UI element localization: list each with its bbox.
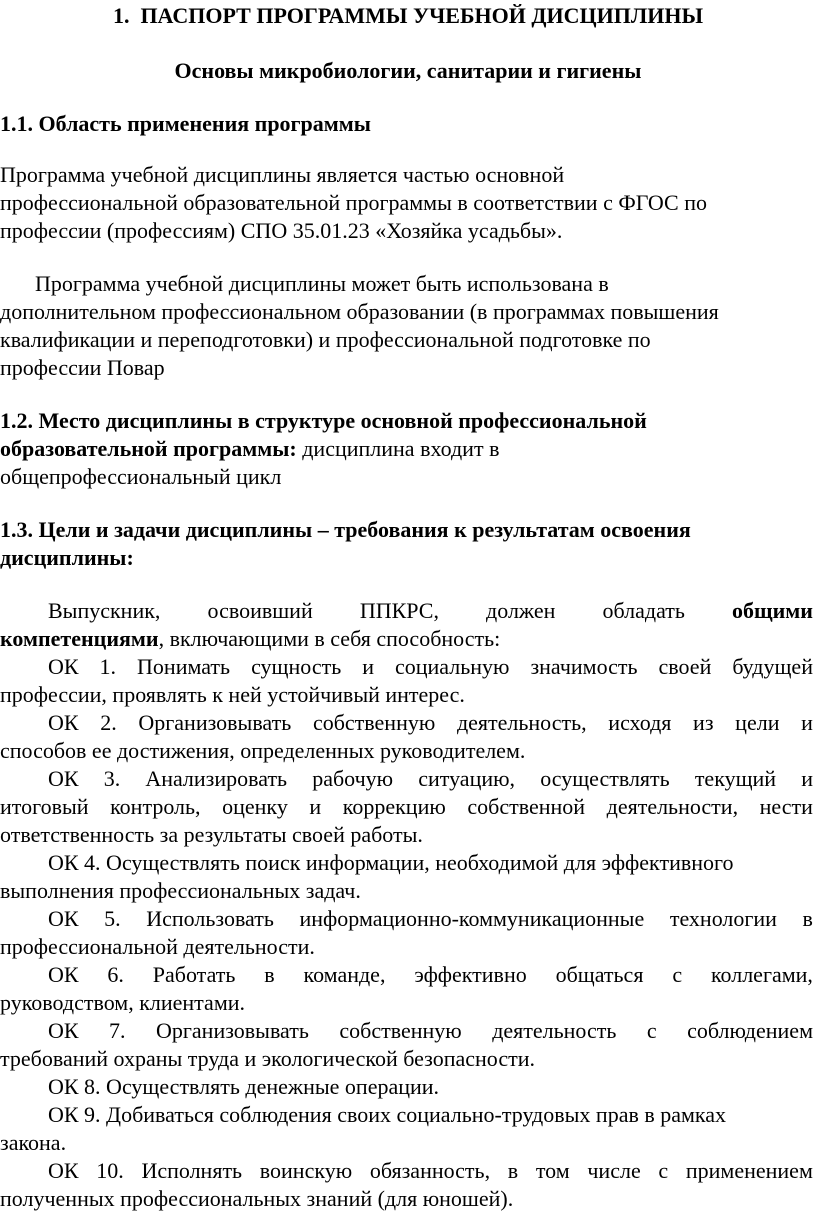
word: Организовывать xyxy=(138,710,292,735)
word: с xyxy=(646,1018,657,1043)
word: ОК xyxy=(48,710,79,735)
word: в xyxy=(802,906,813,931)
paragraph-line: Программа учебной дисциплины является частью основной xyxy=(0,162,565,187)
paragraph-line: профессии Повар xyxy=(0,355,165,380)
ok4-line1: ОК 4. Осуществлять поиск информации, необходимой для эффективного xyxy=(48,850,734,875)
ok6-line2: руководством, клиентами. xyxy=(0,990,246,1015)
word: общаться xyxy=(555,962,644,987)
paragraph-line: профессиональной образовательной программы в соответствии с ФГОС по xyxy=(0,190,707,215)
word: общими xyxy=(732,598,813,623)
ok1-line2: профессии, проявлять к ней устойчивый интерес. xyxy=(0,682,465,707)
word: текущий xyxy=(694,766,777,791)
word: с xyxy=(658,1158,669,1183)
paragraph-line: профессии (профессиям) СПО 35.01.23 «Хозяйка усадьбы». xyxy=(0,218,563,243)
word: нести xyxy=(759,794,813,819)
word: Анализировать xyxy=(145,766,288,791)
word: коллегами, xyxy=(710,962,813,987)
ok7-line2: требований охраны труда и экологической безопасности. xyxy=(0,1046,535,1071)
ok2-line2: способов ее достижения, определенных руководителем. xyxy=(0,738,526,763)
ok6-line1 xyxy=(48,961,813,989)
ok5-line2: профессиональной деятельности. xyxy=(0,934,315,959)
word: и xyxy=(801,766,813,791)
word: и xyxy=(309,794,322,819)
heading-1-3-line2: дисциплины: xyxy=(0,545,134,570)
ok7-line1 xyxy=(48,1017,813,1045)
heading-1-2: 1.2. Место дисциплины в структуре основной профессиональной xyxy=(0,408,647,433)
ok1-line1 xyxy=(48,653,813,681)
word: деятельности, xyxy=(606,794,739,819)
paragraph-line: общепрофессиональный цикл xyxy=(0,464,282,489)
ok9-line2: закона. xyxy=(0,1130,67,1155)
paragraph-line: квалификации и переподготовки) и профессиональной подготовке по xyxy=(0,327,651,352)
word: сущность xyxy=(251,654,342,679)
heading-1-3: 1.3. Цели и задачи дисциплины – требования к результатам освоения xyxy=(0,517,691,542)
word: технологии xyxy=(669,906,777,931)
word: в xyxy=(264,962,275,987)
word: своей xyxy=(658,654,712,679)
word: деятельность, xyxy=(456,710,587,735)
ok4-line2: выполнения профессиональных задач. xyxy=(0,878,361,903)
word: ППКРС, xyxy=(359,598,439,623)
word: в xyxy=(507,1158,519,1183)
word: обладать xyxy=(602,598,685,623)
word: и xyxy=(801,710,813,735)
ok10-line2: полученных профессиональных знаний (для юношей). xyxy=(0,1186,514,1211)
intro-line xyxy=(48,597,813,625)
word: информационно-коммуникационные xyxy=(299,906,645,931)
word: ОК xyxy=(48,962,79,987)
word: Исполнять xyxy=(141,1158,243,1183)
word: эффективно xyxy=(414,962,527,987)
discipline-name: Основы микробиологии, санитарии и гигиены xyxy=(174,58,642,83)
ok9-line1: ОК 9. Добиваться соблюдения своих социально-трудовых прав в рамках xyxy=(48,1102,727,1127)
ok2-line1 xyxy=(48,709,813,737)
heading-1-1: 1.1. Область применения программы xyxy=(0,111,371,136)
word: Использовать xyxy=(146,906,274,931)
heading-1-2-line2: образовательной программы: дисциплина входит в xyxy=(0,436,500,461)
word: соблюдением xyxy=(687,1018,813,1043)
ok3-line2 xyxy=(0,793,813,821)
paragraph-line: дополнительном профессиональном образовании (в программах повышения xyxy=(0,299,719,324)
ok10-line1 xyxy=(48,1157,813,1185)
word: ОК xyxy=(48,1158,79,1183)
word: Организовывать xyxy=(156,1018,309,1043)
word: ОК xyxy=(48,1018,79,1043)
word: 6. xyxy=(107,962,124,987)
section-number: 1. xyxy=(112,3,130,28)
word: Работать xyxy=(152,962,236,987)
word: ОК xyxy=(48,654,79,679)
section-title-text: ПАСПОРТ ПРОГРАММЫ УЧЕБНОЙ ДИСЦИПЛИНЫ xyxy=(140,3,704,28)
word: коррекцию xyxy=(342,794,446,819)
word: освоивший xyxy=(207,598,313,623)
intro-line-2: компетенциями, включающими в себя способность: xyxy=(0,626,501,651)
word: 1. xyxy=(99,654,117,679)
word: 10. xyxy=(96,1158,124,1183)
word: рабочую xyxy=(312,766,394,791)
word: воинскую xyxy=(259,1158,353,1183)
word: исходя xyxy=(608,710,672,735)
section-title xyxy=(0,2,816,30)
word: применением xyxy=(685,1158,813,1183)
word: контроль, xyxy=(110,794,201,819)
word: команде, xyxy=(303,962,386,987)
word: том xyxy=(535,1158,570,1183)
word: ОК xyxy=(48,906,79,931)
word: Понимать xyxy=(137,654,231,679)
word: 5. xyxy=(104,906,121,931)
word: 2. xyxy=(100,710,117,735)
word: 7. xyxy=(109,1018,126,1043)
word: 3. xyxy=(103,766,121,791)
word: значимость xyxy=(530,654,638,679)
word: ОК xyxy=(48,766,79,791)
word: ситуацию, xyxy=(418,766,516,791)
word: собственную xyxy=(339,1018,462,1043)
word: числе xyxy=(587,1158,641,1183)
ok3-line1 xyxy=(48,765,813,793)
paragraph-line: Программа учебной дисциплины может быть использована в xyxy=(35,271,609,296)
word: должен xyxy=(486,598,556,623)
word: будущей xyxy=(732,654,813,679)
word: социальную xyxy=(394,654,510,679)
ok3-line3: ответственность за результаты своей работы. xyxy=(0,822,423,847)
word: собственную xyxy=(312,710,436,735)
word: итоговый xyxy=(0,794,89,819)
word: из xyxy=(693,710,714,735)
word: обязанность, xyxy=(369,1158,491,1183)
word: Выпускник, xyxy=(48,598,161,623)
word: и xyxy=(362,654,374,679)
ok8-line1: ОК 8. Осуществлять денежные операции. xyxy=(48,1074,440,1099)
ok5-line1 xyxy=(48,905,813,933)
word: собственной xyxy=(467,794,586,819)
word: деятельность xyxy=(492,1018,617,1043)
word: с xyxy=(672,962,683,987)
word: цели xyxy=(735,710,780,735)
word: оценку xyxy=(222,794,288,819)
word: осуществлять xyxy=(540,766,670,791)
